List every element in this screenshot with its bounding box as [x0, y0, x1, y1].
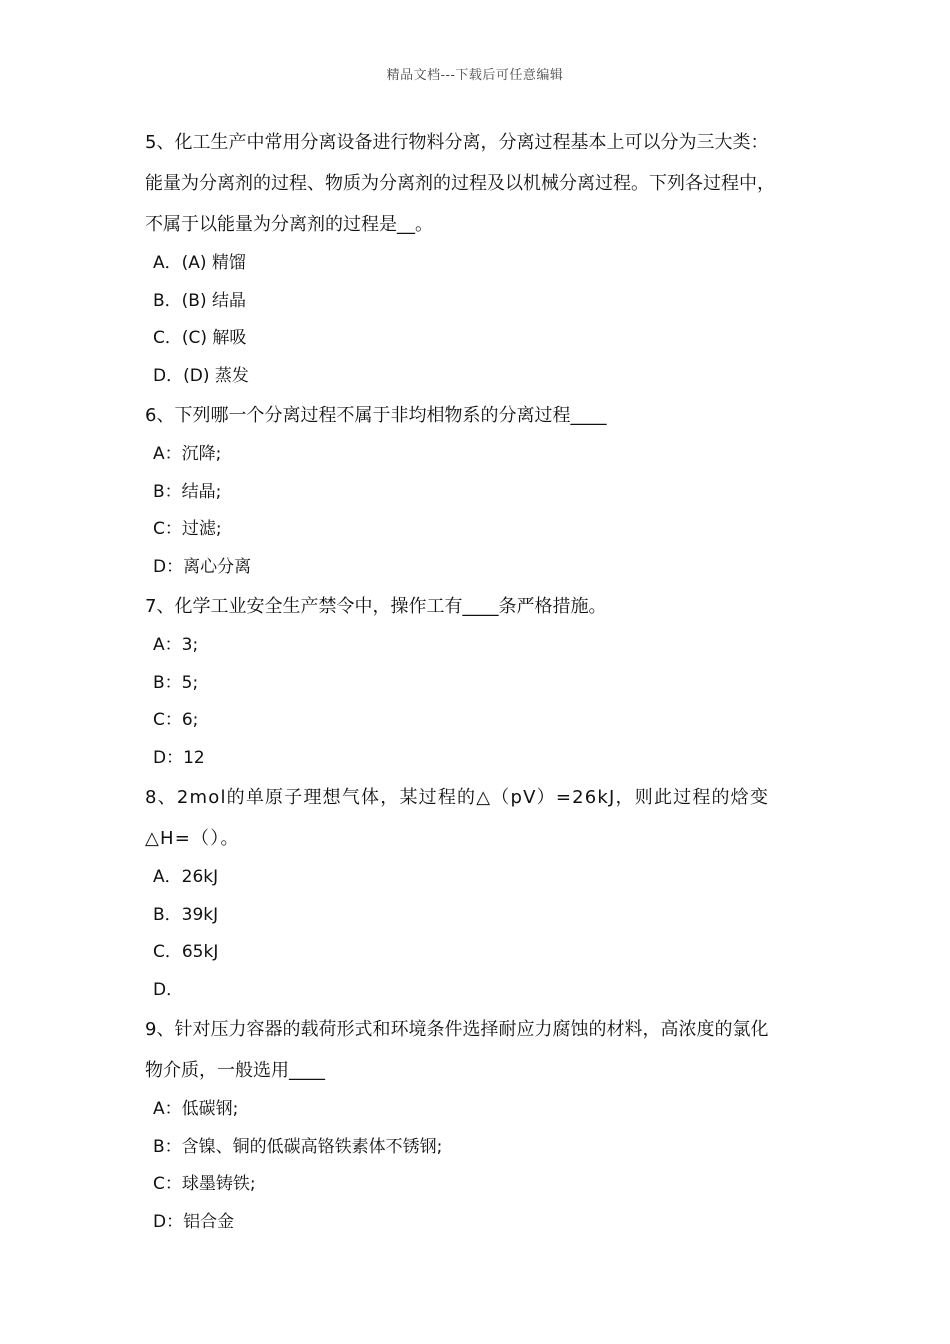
- question-9-line-1: 9、针对压力容器的载荷形式和环境条件选择耐应力腐蚀的材料，高浓度的氯化: [145, 1019, 769, 1040]
- question-8-option-a: A．26kJ: [153, 867, 219, 887]
- question-7-option-a: A：3;: [153, 635, 199, 655]
- question-8-line-1: 8、2mol的单原子理想气体，某过程的△（pV）=26kJ，则此过程的焓变: [145, 787, 770, 808]
- question-5-option-b: B．(B) 结晶: [153, 290, 246, 311]
- question-6-option-b: B：结晶;: [153, 481, 222, 502]
- question-8: [145, 777, 825, 1009]
- question-6: [145, 395, 825, 586]
- question-6-option-c: C：过滤;: [153, 519, 222, 539]
- question-5-option-a: A．(A) 精馏: [153, 253, 246, 273]
- page-header: 精品文档---下载后可任意编辑: [386, 68, 564, 83]
- question-9-option-b: B：含镍、铜的低碳高铬铁素体不锈钢;: [153, 1136, 443, 1157]
- question-5: [145, 122, 825, 395]
- question-9-option-a: A：低碳钢;: [153, 1099, 239, 1119]
- question-9: [145, 1009, 825, 1241]
- question-7-option-b: B：5;: [153, 672, 199, 693]
- question-8-line-2: △H=（）。: [145, 828, 240, 849]
- question-9-option-d: D：铝合金: [153, 1211, 235, 1232]
- question-8-option-c: C．65kJ: [153, 942, 219, 962]
- question-5-line-2: 能量为分离剂的过程、物质为分离剂的过程及以机械分离过程。下列各过程中，: [145, 173, 775, 194]
- question-7: [145, 586, 825, 777]
- question-5-option-c: C．(C) 解吸: [153, 328, 247, 348]
- question-7-line-1: 7、化学工业安全生产禁令中，操作工有____条严格措施。: [145, 596, 607, 617]
- question-6-line-1: 6、下列哪一个分离过程不属于非均相物系的分离过程____: [145, 405, 607, 426]
- question-7-option-c: C：6;: [153, 710, 199, 730]
- question-7-option-d: D：12: [153, 747, 205, 768]
- question-5-line-3: 不属于以能量为分离剂的过程是__。: [145, 214, 433, 235]
- question-5-option-d: D．(D) 蒸发: [153, 365, 249, 386]
- question-6-option-d: D：离心分离: [153, 556, 252, 577]
- document-body: [145, 122, 825, 1241]
- question-5-line-1: 5、化工生产中常用分离设备进行物料分离，分离过程基本上可以分为三大类：: [145, 132, 769, 153]
- question-9-option-c: C：球墨铸铁;: [153, 1174, 256, 1194]
- question-8-option-b: B．39kJ: [153, 904, 219, 925]
- question-8-option-d: D．: [153, 979, 184, 1000]
- question-9-line-2: 物介质，一般选用____: [145, 1060, 325, 1081]
- question-6-option-a: A：沉降;: [153, 444, 222, 464]
